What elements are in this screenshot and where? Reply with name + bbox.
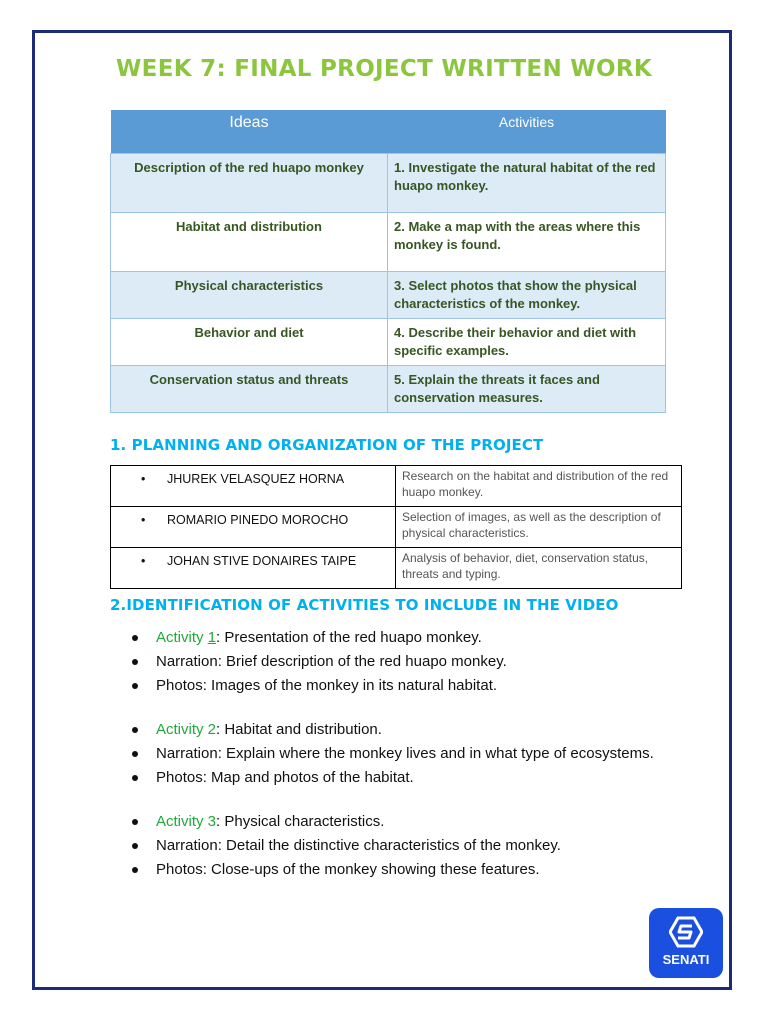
- activity-cell: 2. Make a map with the areas where this monkey is found.: [388, 213, 666, 272]
- section-heading-planning: 1. PLANNING AND ORGANIZATION OF THE PROJECT: [110, 436, 544, 454]
- list-item: Photos: Close-ups of the monkey showing these features.: [130, 859, 690, 881]
- activity-label: Activity 3: [156, 813, 217, 830]
- table-row: [111, 154, 666, 213]
- table-row: [111, 548, 682, 589]
- table-row: [111, 366, 666, 413]
- activity-label: Activity: [156, 629, 208, 646]
- list-item: [130, 627, 690, 649]
- activity-number: 1: [207, 629, 217, 646]
- activity-title: : Presentation of the red huapo monkey.: [216, 629, 482, 646]
- table-row: [111, 272, 666, 319]
- activity-list: [130, 627, 690, 883]
- member-name: JHUREK VELASQUEZ HORNA: [167, 472, 345, 486]
- table-row: [111, 319, 666, 366]
- list-item: [130, 719, 690, 741]
- idea-cell: Conservation status and threats: [111, 366, 388, 413]
- list-item: Photos: Images of the monkey in its natural habitat.: [130, 675, 690, 697]
- bullet-icon: •: [141, 472, 146, 486]
- page-title: WEEK 7: FINAL PROJECT WRITTEN WORK: [116, 56, 652, 82]
- member-task: Research on the habitat and distribution of the red huapo monkey.: [396, 466, 682, 507]
- member-task: Selection of images, as well as the description of physical characteristics.: [396, 507, 682, 548]
- bullet-icon: •: [141, 513, 146, 527]
- idea-cell: Habitat and distribution: [111, 213, 388, 272]
- ideas-header: Ideas: [111, 110, 388, 154]
- idea-cell: Physical characteristics: [111, 272, 388, 319]
- senati-logo: [649, 908, 723, 978]
- idea-cell: Description of the red huapo monkey: [111, 154, 388, 213]
- list-item: Photos: Map and photos of the habitat.: [130, 767, 690, 789]
- ideas-activities-table: [110, 110, 666, 413]
- senati-emblem-icon: [669, 916, 703, 948]
- activity-cell: 5. Explain the threats it faces and conservation measures.: [388, 366, 666, 413]
- activity-title: : Habitat and distribution.: [216, 721, 382, 738]
- activities-header: Activities: [388, 110, 666, 154]
- member-name: JOHAN STIVE DONAIRES TAIPE: [167, 554, 357, 568]
- list-item: Narration: Explain where the monkey lives and in what type of ecosystems.: [130, 743, 690, 765]
- member-task: Analysis of behavior, diet, conservation status, threats and typing.: [396, 548, 682, 589]
- activity-cell: 3. Select photos that show the physical characteristics of the monkey.: [388, 272, 666, 319]
- activity-cell: 1. Investigate the natural habitat of the red huapo monkey.: [388, 154, 666, 213]
- table-row: [111, 213, 666, 272]
- bullet-icon: •: [141, 554, 146, 568]
- list-item: Narration: Brief description of the red huapo monkey.: [130, 651, 690, 673]
- activity-cell: 4. Describe their behavior and diet with specific examples.: [388, 319, 666, 366]
- section-heading-activities: 2.IDENTIFICATION OF ACTIVITIES TO INCLUDE IN THE VIDEO: [110, 596, 619, 614]
- activity-title: : Physical characteristics.: [216, 813, 385, 830]
- table-row: [111, 507, 682, 548]
- logo-text: SENATI: [662, 952, 710, 967]
- member-name: ROMARIO PINEDO MOROCHO: [167, 513, 349, 527]
- idea-cell: Behavior and diet: [111, 319, 388, 366]
- list-item: Narration: Detail the distinctive characteristics of the monkey.: [130, 835, 690, 857]
- list-item: [130, 811, 690, 833]
- team-table: [110, 465, 682, 589]
- activity-label: Activity 2: [156, 721, 217, 738]
- table-row: [111, 466, 682, 507]
